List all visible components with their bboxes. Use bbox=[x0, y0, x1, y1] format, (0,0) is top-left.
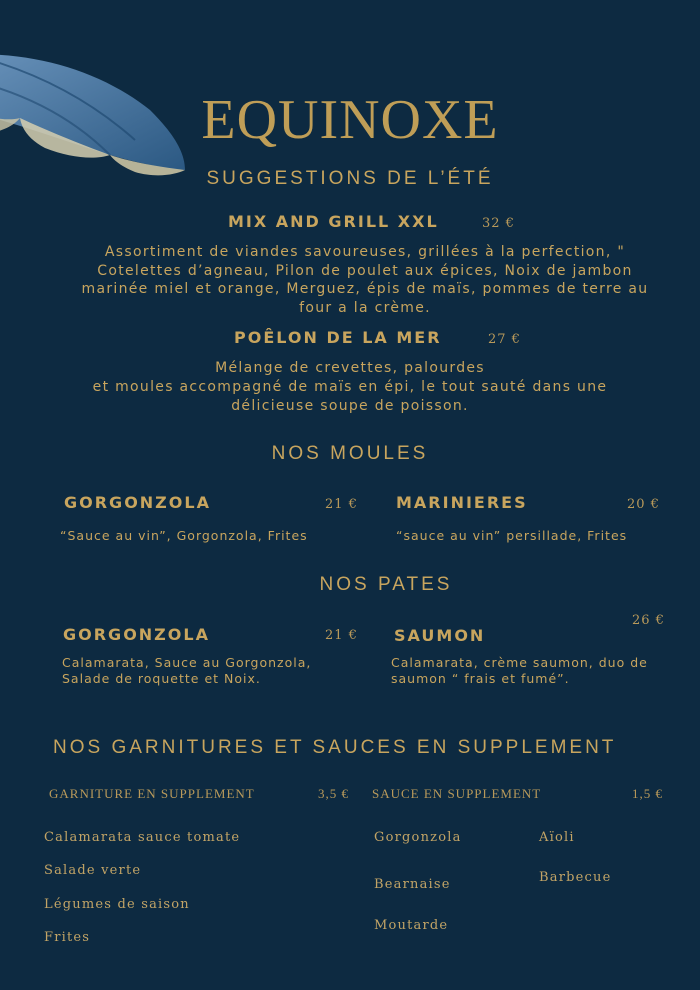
pates-description-gorgonzola-line-2: Salade de roquette et Noix. bbox=[62, 671, 261, 686]
dish-name-mix-grill: MIX AND GRILL XXL bbox=[228, 212, 439, 231]
restaurant-name: EQUINOXE bbox=[201, 89, 499, 151]
pates-name-saumon: SAUMON bbox=[394, 626, 486, 645]
dish-description-poelon-line-3: délicieuse soupe de poisson. bbox=[231, 398, 469, 414]
garniture-item: Calamarata sauce tomate bbox=[44, 830, 241, 845]
garniture-label: GARNITURE EN SUPPLEMENT bbox=[49, 786, 255, 801]
pates-description-saumon-line-2: saumon “ frais et fumé”. bbox=[391, 671, 570, 686]
garniture-item: Frites bbox=[44, 930, 91, 945]
supplements-heading: NOS GARNITURES ET SAUCES EN SUPPLEMENT bbox=[53, 737, 617, 758]
moules-description-marinieres: “sauce au vin” persillade, Frites bbox=[396, 528, 628, 543]
garniture-item: Salade verte bbox=[44, 863, 142, 878]
garniture-item: Légumes de saison bbox=[44, 897, 190, 912]
sauce-item: Moutarde bbox=[374, 918, 449, 933]
pates-price-saumon: 26 € bbox=[632, 613, 665, 628]
moules-price-gorgonzola: 21 € bbox=[325, 497, 358, 512]
pates-heading: NOS PATES bbox=[319, 574, 453, 595]
garniture-price: 3,5 € bbox=[318, 786, 349, 801]
dish-name-poelon: POÊLON DE LA MER bbox=[234, 328, 442, 347]
sauce-item: Bearnaise bbox=[374, 877, 451, 892]
moules-price-marinieres: 20 € bbox=[627, 497, 660, 512]
dish-price-poelon: 27 € bbox=[488, 332, 521, 347]
sauce-price: 1,5 € bbox=[632, 786, 663, 801]
sauce-item: Barbecue bbox=[539, 870, 612, 885]
dish-price-mix-grill: 32 € bbox=[482, 216, 515, 231]
sauce-label: SAUCE EN SUPPLEMENT bbox=[372, 786, 542, 801]
dish-description-poelon-line-1: Mélange de crevettes, palourdes bbox=[215, 360, 485, 376]
moules-heading: NOS MOULES bbox=[271, 443, 429, 464]
sauce-item: Aïoli bbox=[539, 830, 575, 845]
dish-description-poelon-line-2: et moules accompagné de maïs en épi, le tout sauté dans une bbox=[92, 379, 608, 395]
pates-description-gorgonzola-line-1: Calamarata, Sauce au Gorgonzola, bbox=[62, 655, 312, 670]
pates-name-gorgonzola: GORGONZOLA bbox=[63, 625, 210, 644]
moules-name-gorgonzola: GORGONZOLA bbox=[64, 493, 211, 512]
moules-name-marinieres: MARINIERES bbox=[396, 493, 528, 512]
pates-price-gorgonzola: 21 € bbox=[325, 628, 358, 643]
moules-description-gorgonzola: “Sauce au vin”, Gorgonzola, Frites bbox=[60, 528, 308, 543]
pates-description-saumon-line-1: Calamarata, crème saumon, duo de bbox=[391, 655, 648, 670]
dish-description-mix-grill: Assortiment de viandes savoureuses, grillées à la perfection, " Cotelettes d’agneau, Pilon de poulet aux épices, Noix de jambon marinée miel et orange, Merguez, épis de maïs, pommes de terre au four a la crème. bbox=[81, 244, 649, 316]
suggestions-heading: SUGGESTIONS DE L’ÉTÉ bbox=[206, 168, 494, 189]
sauce-item: Gorgonzola bbox=[374, 830, 462, 845]
